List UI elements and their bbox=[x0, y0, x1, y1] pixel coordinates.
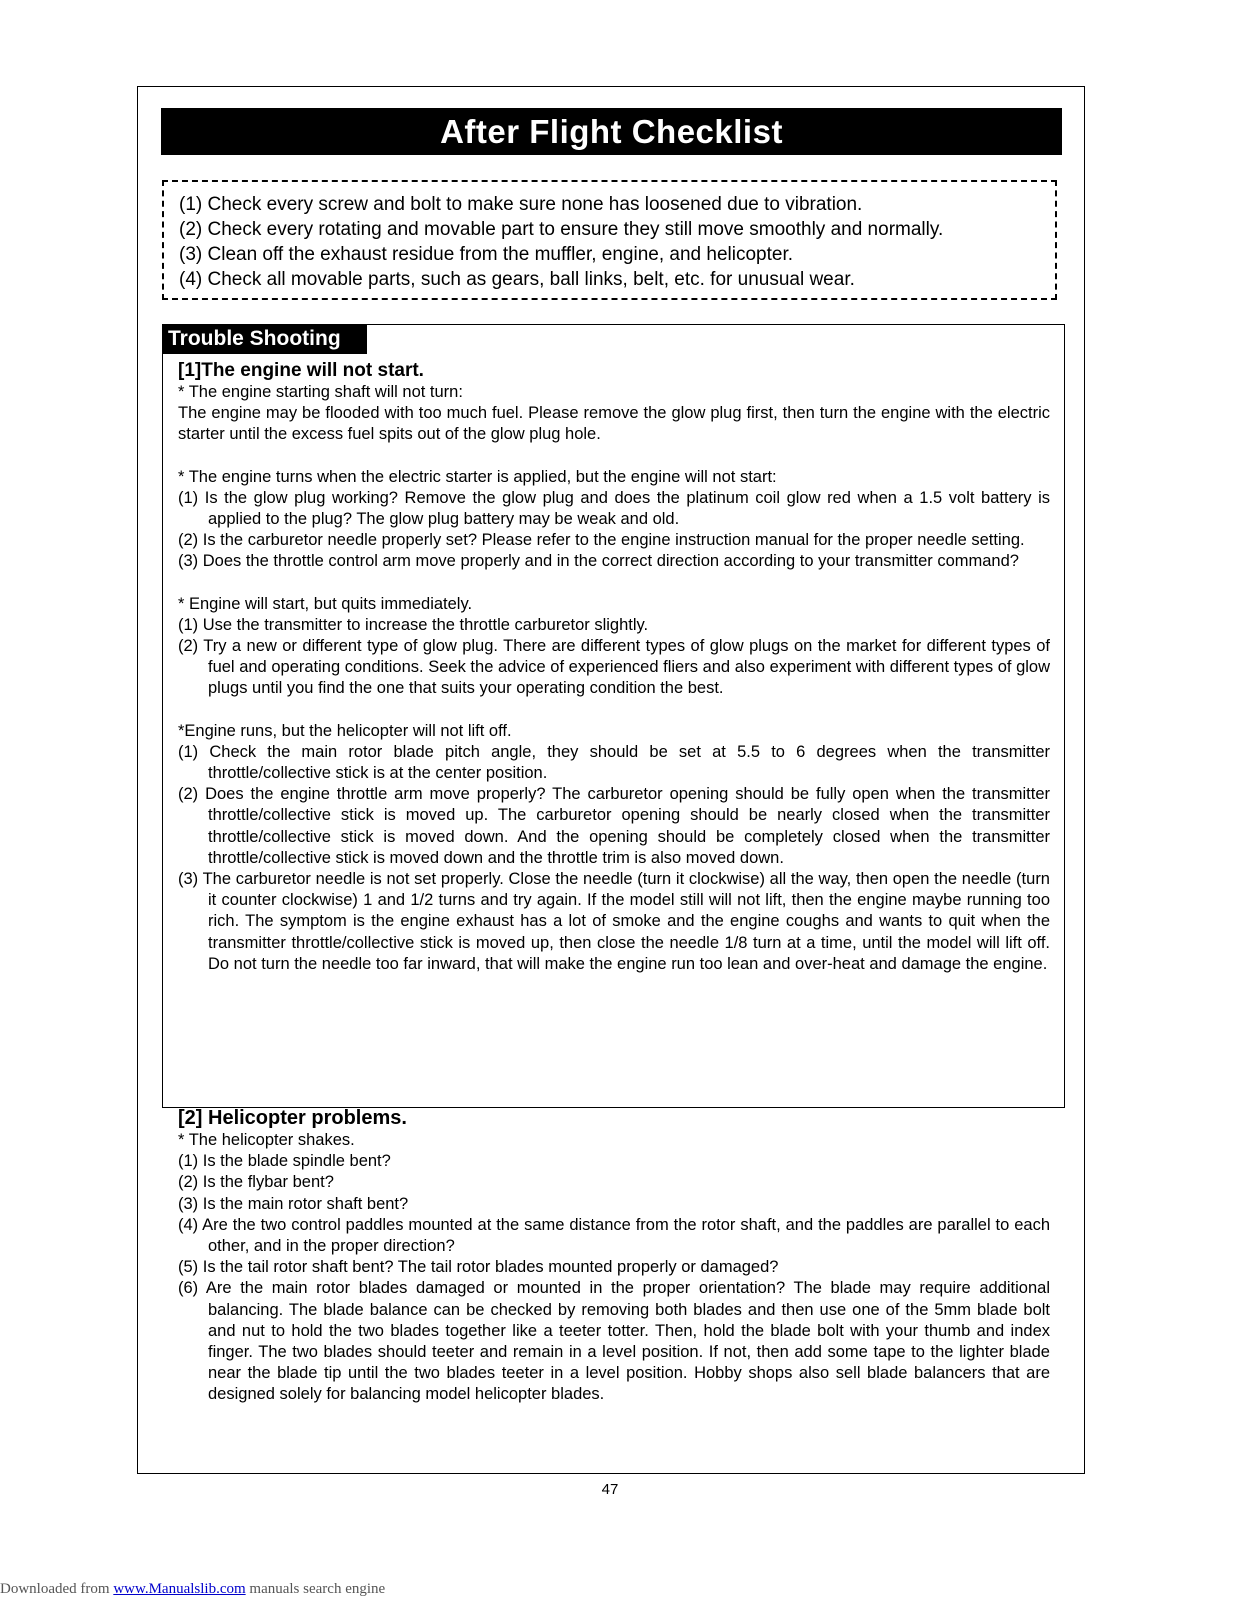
subsection-label: * The engine turns when the electric starter is applied, but the engine will not start: bbox=[178, 467, 777, 486]
list-item: (2) Is the carburetor needle properly set? Please refer to the engine instruction manual for the proper needle setting. bbox=[178, 531, 1025, 550]
trouble-shooting-tab: Trouble Shooting bbox=[162, 324, 367, 354]
checklist-item: (1) Check every screw and bolt to make sure none has loosened due to vibration. bbox=[179, 194, 863, 215]
list-item: (1) Is the blade spindle bent? bbox=[178, 1152, 391, 1171]
list-item: (1) Is the glow plug working? Remove the glow plug and does the platinum coil glow red when a 1.5 volt battery is applied to the plug? The glow plug battery may be weak and old. bbox=[178, 488, 1050, 529]
engine-section bbox=[178, 360, 1050, 975]
list-item: (1) Use the transmitter to increase the throttle carburetor slightly. bbox=[178, 615, 649, 634]
list-item: (6) Are the main rotor blades damaged or mounted in the proper orientation? The blade may require additional balancing. The blade balance can be checked by removing both blades and then use one of the 5mm blade bolt and nut to hold the two blades together like a teeter totter. Then, hold the blade bolt with your thumb and index finger. The two blades should teeter and remain in a level position. If not, then add some tape to the lighter blade near the blade tip until the two blades teeter in a level position. Hobby shops also sell blade balancers that are designed solely for balancing model helicopter blades. bbox=[178, 1279, 1050, 1404]
manualslib-link[interactable]: www.Manualslib.com bbox=[113, 1581, 246, 1597]
list-item: (4) Are the two control paddles mounted at the same distance from the rotor shaft, and the paddles are parallel to each other, and in the proper direction? bbox=[178, 1215, 1050, 1256]
checklist-item: (2) Check every rotating and movable part to ensure they still move smoothly and normally. bbox=[179, 219, 944, 240]
helicopter-section bbox=[178, 1106, 1050, 1406]
after-flight-checklist bbox=[162, 180, 1057, 300]
subsection-label: * The engine starting shaft will not turn: bbox=[178, 383, 463, 401]
subsection-label: * The helicopter shakes. bbox=[178, 1131, 355, 1149]
list-item: (5) Is the tail rotor shaft bent? The tail rotor blades mounted properly or damaged? bbox=[178, 1258, 779, 1277]
list-item: (3) Does the throttle control arm move properly and in the correct direction according to your transmitter command? bbox=[178, 552, 1019, 571]
list-item: (2) Try a new or different type of glow plug. There are different types of glow plugs on the market for different types of fuel and operating conditions. Seek the advice of experienced fliers and also experiment with different types of glow plugs until you find the one that suits your operating condition the best. bbox=[178, 637, 1050, 698]
list-item: (1) Check the main rotor blade pitch angle, they should be set at 5.5 to 6 degrees when the transmitter throttle/collective stick is at the center position. bbox=[178, 742, 1050, 783]
subsection-label: * Engine will start, but quits immediately. bbox=[178, 594, 473, 613]
subsection-label: *Engine runs, but the helicopter will not lift off. bbox=[178, 721, 512, 740]
checklist-item: (3) Clean off the exhaust residue from the muffler, engine, and helicopter. bbox=[179, 244, 794, 265]
list-item: (3) Is the main rotor shaft bent? bbox=[178, 1194, 409, 1213]
footer bbox=[0, 1581, 385, 1598]
paragraph: The engine may be flooded with too much fuel. Please remove the glow plug first, then turn the engine with the electric starter until the excess fuel spits out of the glow plug hole. bbox=[178, 404, 1050, 444]
footer-prefix: Downloaded from bbox=[0, 1581, 114, 1597]
page-title: After Flight Checklist bbox=[161, 108, 1062, 155]
section-heading: [2] Helicopter problems. bbox=[178, 1107, 407, 1129]
checklist-item: (4) Check all movable parts, such as gears, ball links, belt, etc. for unusual wear. bbox=[179, 269, 855, 290]
list-item: (3) The carburetor needle is not set properly. Close the needle (turn it clockwise) all the way, then open the needle (turn it counter clockwise) 1 and 1/2 turns and try again. If the model still will not lift, then the engine maybe running too rich. The symptom is the engine exhaust has a lot of smoke and the engine coughs and wants to quit when the transmitter throttle/collective stick is moved up, then close the needle 1/8 turn at a time, until the model will lift off. Do not turn the needle too far inward, that will make the engine run too lean and over-heat and damage the engine. bbox=[178, 870, 1050, 973]
list-item: (2) Does the engine throttle arm move properly? The carburetor opening should be fully open when the transmitter throttle/collective stick is moved up. The carburetor opening should be nearly closed when the transmitter throttle/collective stick is moved down. And the opening should be completely closed when the transmitter throttle/collective stick is moved down and the throttle trim is also moved down. bbox=[178, 785, 1050, 867]
page-number: 47 bbox=[601, 1481, 619, 1498]
footer-suffix: manuals search engine bbox=[245, 1581, 386, 1597]
list-item: (2) Is the flybar bent? bbox=[178, 1173, 334, 1192]
section-heading: [1]The engine will not start. bbox=[178, 360, 424, 381]
